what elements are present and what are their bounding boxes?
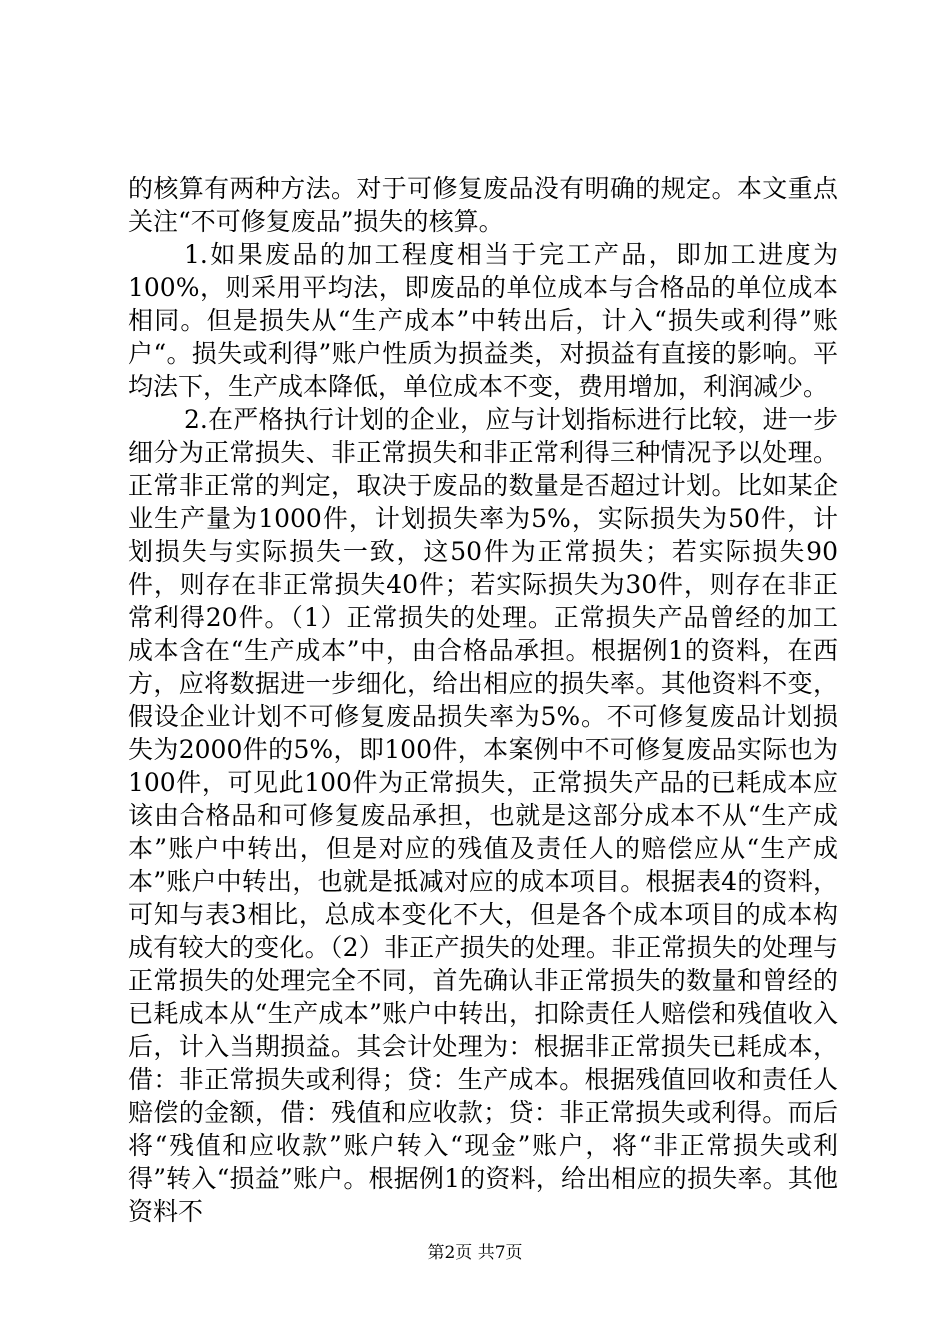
paragraph-point-2: 2.在严格执行计划的企业，应与计划指标进行比较，进一步细分为正常损失、非正常损失和非正常利得三种情况予以处理。正常非正常的判定，取决于废品的数量是否超过计划。比如某企业生产量为1000件，计划损失率为5%，实际损失为50件，计划损失与实际损失一致，这50件为正常损失；若实际损失90件，则存在非正常损失40件；若实际损失为30件，则存在非正常利得20件。（1）正常损失的处理。正常损失产品曾经的加工成本含在“生产成本”中，由合格品承担。根据例1的资料，在西方，应将数据进一步细化，给出相应的损失率。其他资料不变，假设企业计划不可修复废品损失率为5%。不可修复废品计划损失为2000件的5%，即100件，本案例中不可修复废品实际也为100件，可见此100件为正常损失，正常损失产品的已耗成本应该由合格品和可修复废品承担，也就是这部分成本不从“生产成本”账户中转出，但是对应的残值及责任人的赔偿应从“生产成本”账户中转出，也就是抵减对应的成本项目。根据表4的资料，可知与表3相比，总成本变化不大，但是各个成本项目的成本构成有较大的变化。（2）非正产损失的处理。非正常损失的处理与正常损失的处理完全不同，首先确认非正常损失的数量和曾经的已耗成本从“生产成本”账户中转出，扣除责任人赔偿和残值收入后，计入当期损益。其会计处理为：根据非正常损失已耗成本，借：非正常损失或利得；贷：生产成本。根据残值回收和责任人赔偿的金额，借：残值和应收款；贷：非正常损失或利得。而后将“残值和应收款”账户转入“现金”账户，将“非正常损失或利得”转入“损益”账户。根据例1的资料，给出相应的损失率。其他资料不 bbox=[128, 405, 838, 1226]
page-footer: 第2页 共7页 bbox=[427, 1243, 523, 1263]
paragraph-continuation: 的核算有两种方法。对于可修复废品没有明确的规定。本文重点关注“不可修复废品”损失的核算。 bbox=[128, 174, 838, 236]
body-text bbox=[128, 172, 838, 1228]
paragraph-point-1: 1.如果废品的加工程度相当于完工产品，即加工进度为100%，则采用平均法，即废品的单位成本与合格品的单位成本相同。但是损失从“生产成本”中转出后，计入“损失或利得”账户“。损失或利得”账户性质为损益类，对损益有直接的影响。平均法下，生产成本降低，单位成本不变，费用增加，利润减少。 bbox=[128, 240, 838, 401]
